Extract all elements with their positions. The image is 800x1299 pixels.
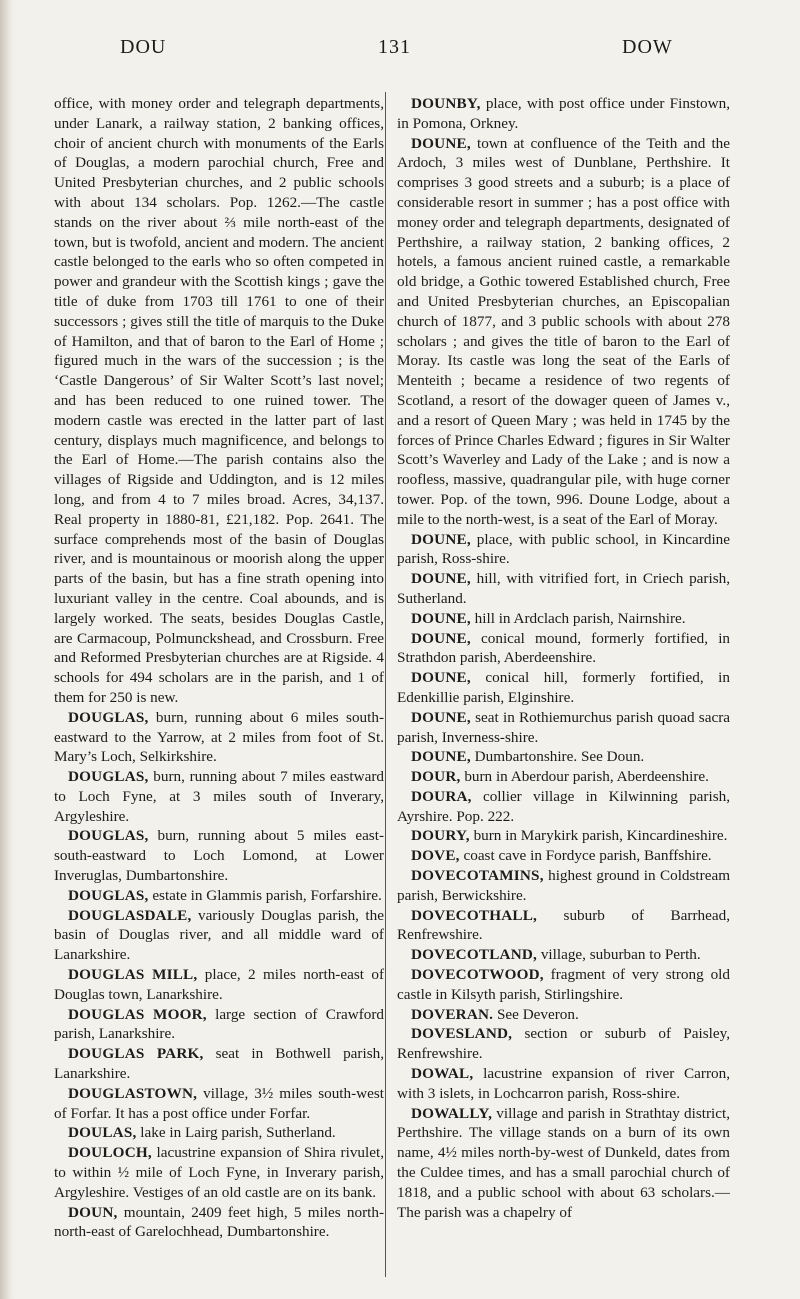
gazetteer-entry [54, 708, 384, 767]
entry-text: suburb of Barrhead, Renfrewshire. [397, 906, 731, 944]
entry-headword: DOVECOTWOOD, [411, 966, 544, 984]
entry-text: seat in Bothwell parish, Lanarkshire. [54, 1045, 385, 1083]
gazetteer-entry [397, 629, 730, 669]
entry-text: office, with money order and telegraph departments, under Lanark, a railway station, 2 banking offices, choir of ancient church with monuments of the Earls of Douglas, a modern parochial church, Free and United Presbyterian churches, and 2 public schools with about 134 scholars. Pop. 1262.—The castle stands on the river about ⅔ mile north-east of the town, but is twofold, ancient and modern. The ancient castle belonged to the earls who so often competed in power and grandeur with the Scottish kings ; gave the title of duke from 1703 till 1761 to one of their successors ; gives still the title of marquis to the Duke of Hamilton, and that of baron to the Earl of Home ; figured much in the wars of the succession ; is the ‘Castle Dangerous’ of Sir Walter Scott’s last novel; and has been reduced to one ruined tower. The modern castle was erected in the latter part of last century, displays much magnificence, and belongs to the Earl of Home.—The parish contains also the villages of Rigside and Uddington, and is 12 miles long, and from 4 to 7 miles broad. Acres, 34,137. Real property in 1880-81, £21,182. Pop. 2641. The surface comprehends most of the basin of Douglas river, and is mountainous or moorish along the upper parts of the basin, but has a fine strath opening into luxuriant valley in the centre. Coal abounds, and is largely worked. The seats, besides Douglas Castle, are Carmacoup, Polmunckshead, and Crossburn. Free and Reformed Presbyterian churches are at Rigside. 4 schools for 494 scholars are in the parish, and 1 of them for 250 is new. [54, 95, 384, 706]
book-spine-shadow [0, 0, 14, 1299]
gazetteer-entry [397, 1024, 730, 1064]
entry-text: estate in Glammis parish, Forfarshire. [152, 886, 382, 904]
entry-text: Dumbartonshire. See Doun. [474, 748, 645, 766]
entry-headword: DOUNE, [411, 530, 471, 548]
entry-text: lacustrine expansion of Shira rivulet, to within ½ mile of Loch Fyne, in Inverary parish, Argyleshire. Vestiges of an old castle are on its bank. [54, 1144, 384, 1201]
entry-text: large section of Crawford parish, Lanarkshire. [54, 1005, 385, 1043]
entry-text: place, 2 miles north-east of Douglas town, Lanarkshire. [54, 966, 385, 1003]
gazetteer-entry [54, 886, 384, 906]
entry-headword: DOUN, [68, 1203, 118, 1221]
entry-text: conical mound, formerly fortified, in Strathdon parish, Aberdeenshire. [397, 629, 731, 667]
entry-headword: DOUNE, [411, 669, 471, 687]
entry-headword: DOUNE, [411, 748, 471, 766]
gazetteer-entry [397, 609, 730, 629]
entry-headword: DOWALLY, [411, 1104, 493, 1122]
gazetteer-entry [397, 134, 730, 530]
gazetteer-entry [397, 826, 730, 846]
entry-text: place, with post office under Finstown, in Pomona, Orkney. [397, 95, 731, 132]
gazetteer-entry [54, 1143, 384, 1202]
entry-text: coast cave in Fordyce parish, Banffshire. [463, 847, 712, 865]
column-divider [385, 92, 386, 1277]
entry-text: mountain, 2409 feet high, 5 miles north-north-east of Garelochhead, Dumbartonshire. [54, 1203, 385, 1241]
gazetteer-entry [397, 747, 730, 767]
gazetteer-entry [397, 965, 730, 1005]
entry-headword: DOUGLAS, [68, 886, 149, 904]
entry-headword: DOVESLAND, [411, 1025, 513, 1043]
gazetteer-entry [54, 1123, 384, 1143]
entry-text: fragment of very strong old castle in Kilsyth parish, Stirlingshire. [397, 966, 730, 1003]
entry-text: town at confluence of the Teith and the Ardoch, 3 miles west of Dunblane, Perthshire. It comprises 3 good streets and a suburb; is a place of considerable resort in summer ; has a post office with money order and telegraph departments, designated of Perthshire, a railway station, 2 banking offices, 2 hotels, a famous ancient ruined castle, a remarkable old bridge, a Gothic towered Established church, Free and United Presbyterian churches, an Episcopalian church of 1877, and 3 public schools with about 278 scholars ; and gives the title of baron to the Earl of Moray. Its castle was long the seat of the Earls of Menteith ; became a residence of two regents of Scotland, a resort of the dowager queen of James v., and a resort of Queen Mary ; was held in 1745 by the forces of Prince Charles Edward ; figures in Sir Walter Scott’s Waverley and Lady of the Lake ; and is now a roofless, massive, quadrangular pile, with huge corner tower. Pop. of the town, 996. Doune Lodge, about a mile to the north-west, is a seat of the Earl of Moray. [397, 134, 731, 528]
entry-text: place, with public school, in Kincardine parish, Ross-shire. [397, 530, 730, 568]
gazetteer-entry [54, 1005, 384, 1045]
gazetteer-entry [397, 530, 730, 570]
gazetteer-entry [397, 708, 730, 748]
entry-text: burn, running about 6 miles south-eastward to the Yarrow, at 2 miles from foot of St. Mary’s Loch, Selkirkshire. [54, 708, 385, 766]
entry-headword: DOUR, [411, 768, 461, 786]
header-left-guideword: DOU [120, 36, 167, 58]
entry-text: section or suburb of Paisley, Renfrewshire. [397, 1025, 730, 1063]
gazetteer-entry [54, 767, 384, 826]
entry-text: seat in Rothiemurchus parish quoad sacra parish, Inverness-shire. [397, 708, 730, 746]
entry-text: village and parish in Strathtay district, Perthshire. The village stands on a burn of its own name, 4½ miles north-by-west of Dunkeld, dates from the Culdee times, and has a small parochial church of 1818, and a public school with about 63 scholars.—The parish was a chapelry of [397, 1104, 731, 1221]
entry-text: village, 3½ miles south-west of Forfar. It has a post office under Forfar. [54, 1084, 385, 1122]
entry-text: hill, with vitrified fort, in Criech parish, Sutherland. [397, 570, 731, 607]
gazetteer-entry [397, 906, 730, 946]
entry-headword: DOUNE, [411, 609, 471, 627]
entry-text: conical hill, formerly fortified, in Edenkillie parish, Elginshire. [397, 669, 730, 706]
entry-text: hill in Ardclach parish, Nairnshire. [474, 609, 686, 627]
entry-headword: DOVERAN. [411, 1005, 494, 1023]
entry-headword: DOUNBY, [411, 95, 481, 112]
entry-headword: DOUGLASDALE, [68, 906, 192, 924]
entry-headword: DOVECOTHALL, [411, 906, 538, 924]
entry-text: burn in Marykirk parish, Kincardineshire. [473, 827, 728, 845]
entry-text: village, suburban to Perth. [540, 946, 701, 964]
entry-headword: DOUGLAS, [68, 708, 149, 726]
gazetteer-entry [397, 767, 730, 787]
entry-headword: DOVECOTAMINS, [411, 867, 544, 885]
entry-headword: DOUNE, [411, 708, 471, 726]
entry-text: lacustrine expansion of river Carron, with 3 islets, in Lochcarron parish, Ross-shire. [397, 1065, 730, 1102]
gazetteer-entry [397, 1064, 730, 1104]
entry-text: burn in Aberdour parish, Aberdeenshire. [464, 768, 709, 786]
gazetteer-entry [54, 1203, 384, 1243]
gazetteer-entry [397, 94, 730, 134]
entry-headword: DOUNE, [411, 629, 471, 647]
gazetteer-entry [397, 787, 730, 827]
entry-headword: DOVE, [411, 847, 460, 865]
entry-text: See Deveron. [496, 1005, 579, 1023]
gazetteer-entry [397, 846, 730, 866]
gazetteer-entry [397, 1104, 730, 1223]
gazetteer-entry [54, 965, 384, 1005]
gazetteer-entry [397, 1005, 730, 1025]
gazetteer-entry [397, 945, 730, 965]
entry-headword: DOUGLAS, [68, 827, 149, 845]
right-column [397, 94, 730, 1222]
gazetteer-entry [54, 906, 384, 965]
entry-text: collier village in Kilwinning parish, Ayrshire. Pop. 222. [397, 787, 731, 825]
entry-headword: DOUNE, [411, 134, 471, 152]
gazetteer-entry [54, 1084, 384, 1124]
entry-headword: DOURY, [411, 827, 470, 845]
entry-headword: DOURA, [411, 787, 472, 805]
entry-headword: DOWAL, [411, 1065, 474, 1083]
entry-headword: DOVECOTLAND, [411, 946, 538, 964]
entry-text: burn, running about 7 miles eastward to Loch Fyne, at 3 miles south of Inverary, Argyleshire. [54, 768, 385, 825]
entry-text: lake in Lairg parish, Sutherland. [140, 1124, 336, 1142]
entry-headword: DOUGLASTOWN, [68, 1084, 198, 1102]
page-number: 131 [378, 36, 411, 58]
header-right-guideword: DOW [622, 36, 673, 58]
gazetteer-entry [54, 94, 384, 708]
gazetteer-entry [397, 866, 730, 906]
entry-headword: DOUNE, [411, 570, 471, 588]
entry-headword: DOUGLAS MILL, [68, 966, 198, 984]
running-header [0, 36, 800, 66]
gazetteer-entry [54, 826, 384, 885]
entry-headword: DOUGLAS MOOR, [68, 1005, 207, 1023]
entry-headword: DOULOCH, [68, 1144, 152, 1162]
entry-text: variously Douglas parish, the basin of Douglas river, and all middle ward of Lanarkshire. [54, 906, 384, 964]
gazetteer-entry [54, 1044, 384, 1084]
entry-headword: DOUGLAS PARK, [68, 1045, 204, 1063]
gazetteer-entry [397, 569, 730, 609]
entry-text: burn, running about 5 miles east-south-eastward to Loch Lomond, at Lower Inveruglas, Dumbartonshire. [54, 827, 384, 885]
entry-headword: DOULAS, [68, 1124, 137, 1142]
entry-text: highest ground in Coldstream parish, Berwickshire. [397, 867, 731, 904]
left-column [54, 94, 384, 1242]
gazetteer-entry [397, 668, 730, 708]
entry-headword: DOUGLAS, [68, 768, 149, 786]
